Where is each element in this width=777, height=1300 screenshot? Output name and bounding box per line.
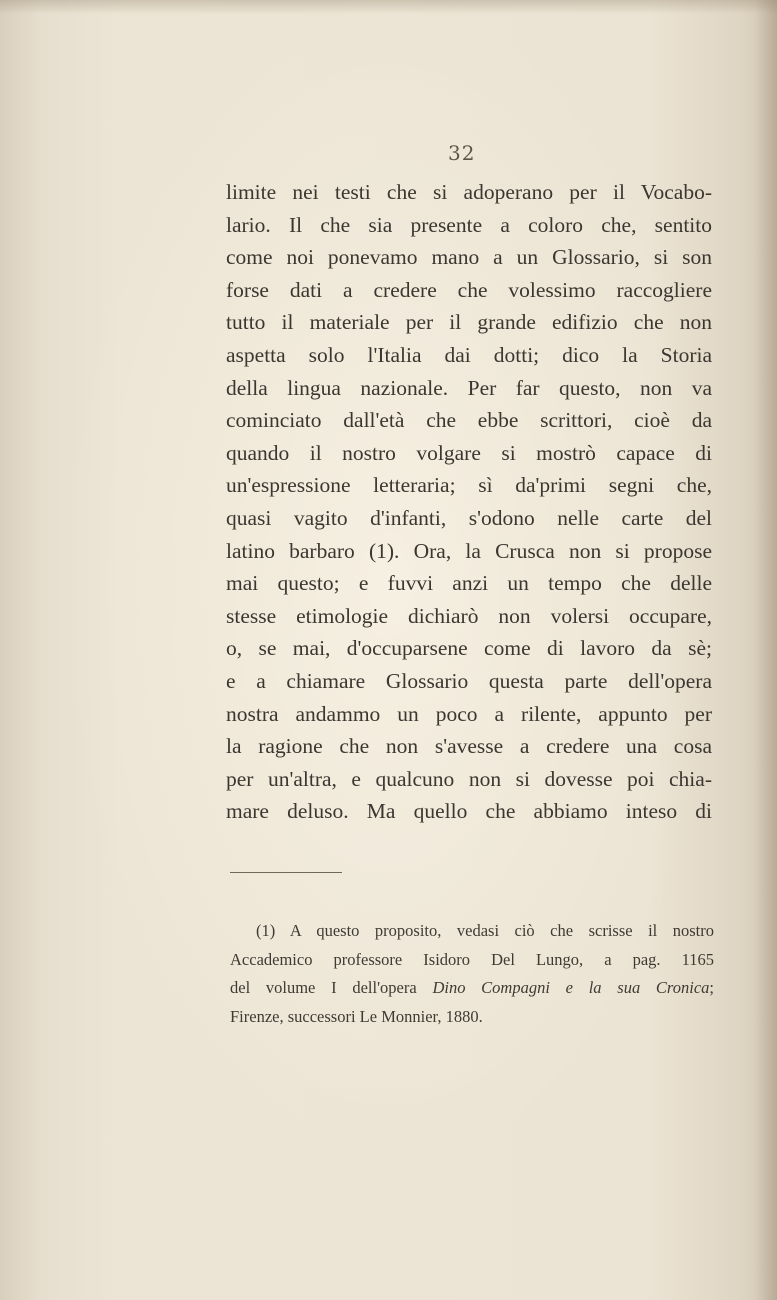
footnote-separator xyxy=(230,872,342,873)
footnote-line: Accademico professore Isidoro Del Lungo, a pag. 1165 xyxy=(230,949,714,969)
paragraph-line: e a chiamare Glossario questa parte dell'opera xyxy=(226,668,712,693)
paragraph-line: quando il nostro volgare si mostrò capace di xyxy=(226,440,712,465)
paragraph-line: o, se mai, d'occuparsene come di lavoro da sè; xyxy=(226,636,712,661)
page-number: 32 xyxy=(448,141,476,165)
footnote-line: Firenze, successori Le Monnier, 1880. xyxy=(230,1006,483,1026)
paragraph-line: per un'altra, e qualcuno non si dovesse poi chia- xyxy=(226,766,712,791)
paragraph-line: cominciato dall'età che ebbe scrittori, cioè da xyxy=(226,408,712,433)
footnote-text: del volume I dell'opera xyxy=(230,978,433,997)
paragraph-line: limite nei testi che si adoperano per il Vocabo- xyxy=(226,180,712,204)
paragraph-line: forse dati a credere che volessimo raccogliere xyxy=(226,277,712,302)
footnote-line xyxy=(230,974,714,1003)
paragraph-line: mare deluso. Ma quello che abbiamo inteso di xyxy=(226,799,712,824)
page-edge-shadow-right xyxy=(755,0,777,1300)
paragraph-line: tutto il materiale per il grande edifizio che non xyxy=(226,310,712,335)
paragraph-line: latino barbaro (1). Ora, la Crusca non si propose xyxy=(226,538,712,563)
paragraph-line: la ragione che non s'avesse a credere una cosa xyxy=(226,734,712,759)
paragraph-line: un'espressione letteraria; sì da'primi segni che, xyxy=(226,473,712,498)
paragraph-line: stesse etimologie dichiarò non volersi occupare, xyxy=(226,603,712,628)
paragraph-line: come noi ponevamo mano a un Glossario, si son xyxy=(226,245,712,270)
footnote-punctuation: ; xyxy=(709,978,714,997)
footnote-book-title: Dino Compagni e la sua Cronica xyxy=(432,978,710,997)
paragraph-line: della lingua nazionale. Per far questo, non va xyxy=(226,375,712,400)
footnote-line: (1) A questo proposito, vedasi ciò che scrisse il nostro xyxy=(256,921,714,940)
paragraph-line: mai questo; e fuvvi anzi un tempo che delle xyxy=(226,571,712,596)
main-paragraph xyxy=(226,176,712,828)
paragraph-line: nostra andammo un poco a rilente, appunto per xyxy=(226,701,712,726)
paragraph-line: quasi vagito d'infanti, s'odono nelle carte del xyxy=(226,505,712,530)
page-edge-shadow-top xyxy=(0,0,777,14)
paragraph-line: aspetta solo l'Italia dai dotti; dico la Storia xyxy=(226,342,712,367)
paragraph-line: lario. Il che sia presente a coloro che, sentito xyxy=(226,212,712,237)
footnote xyxy=(230,917,714,1031)
